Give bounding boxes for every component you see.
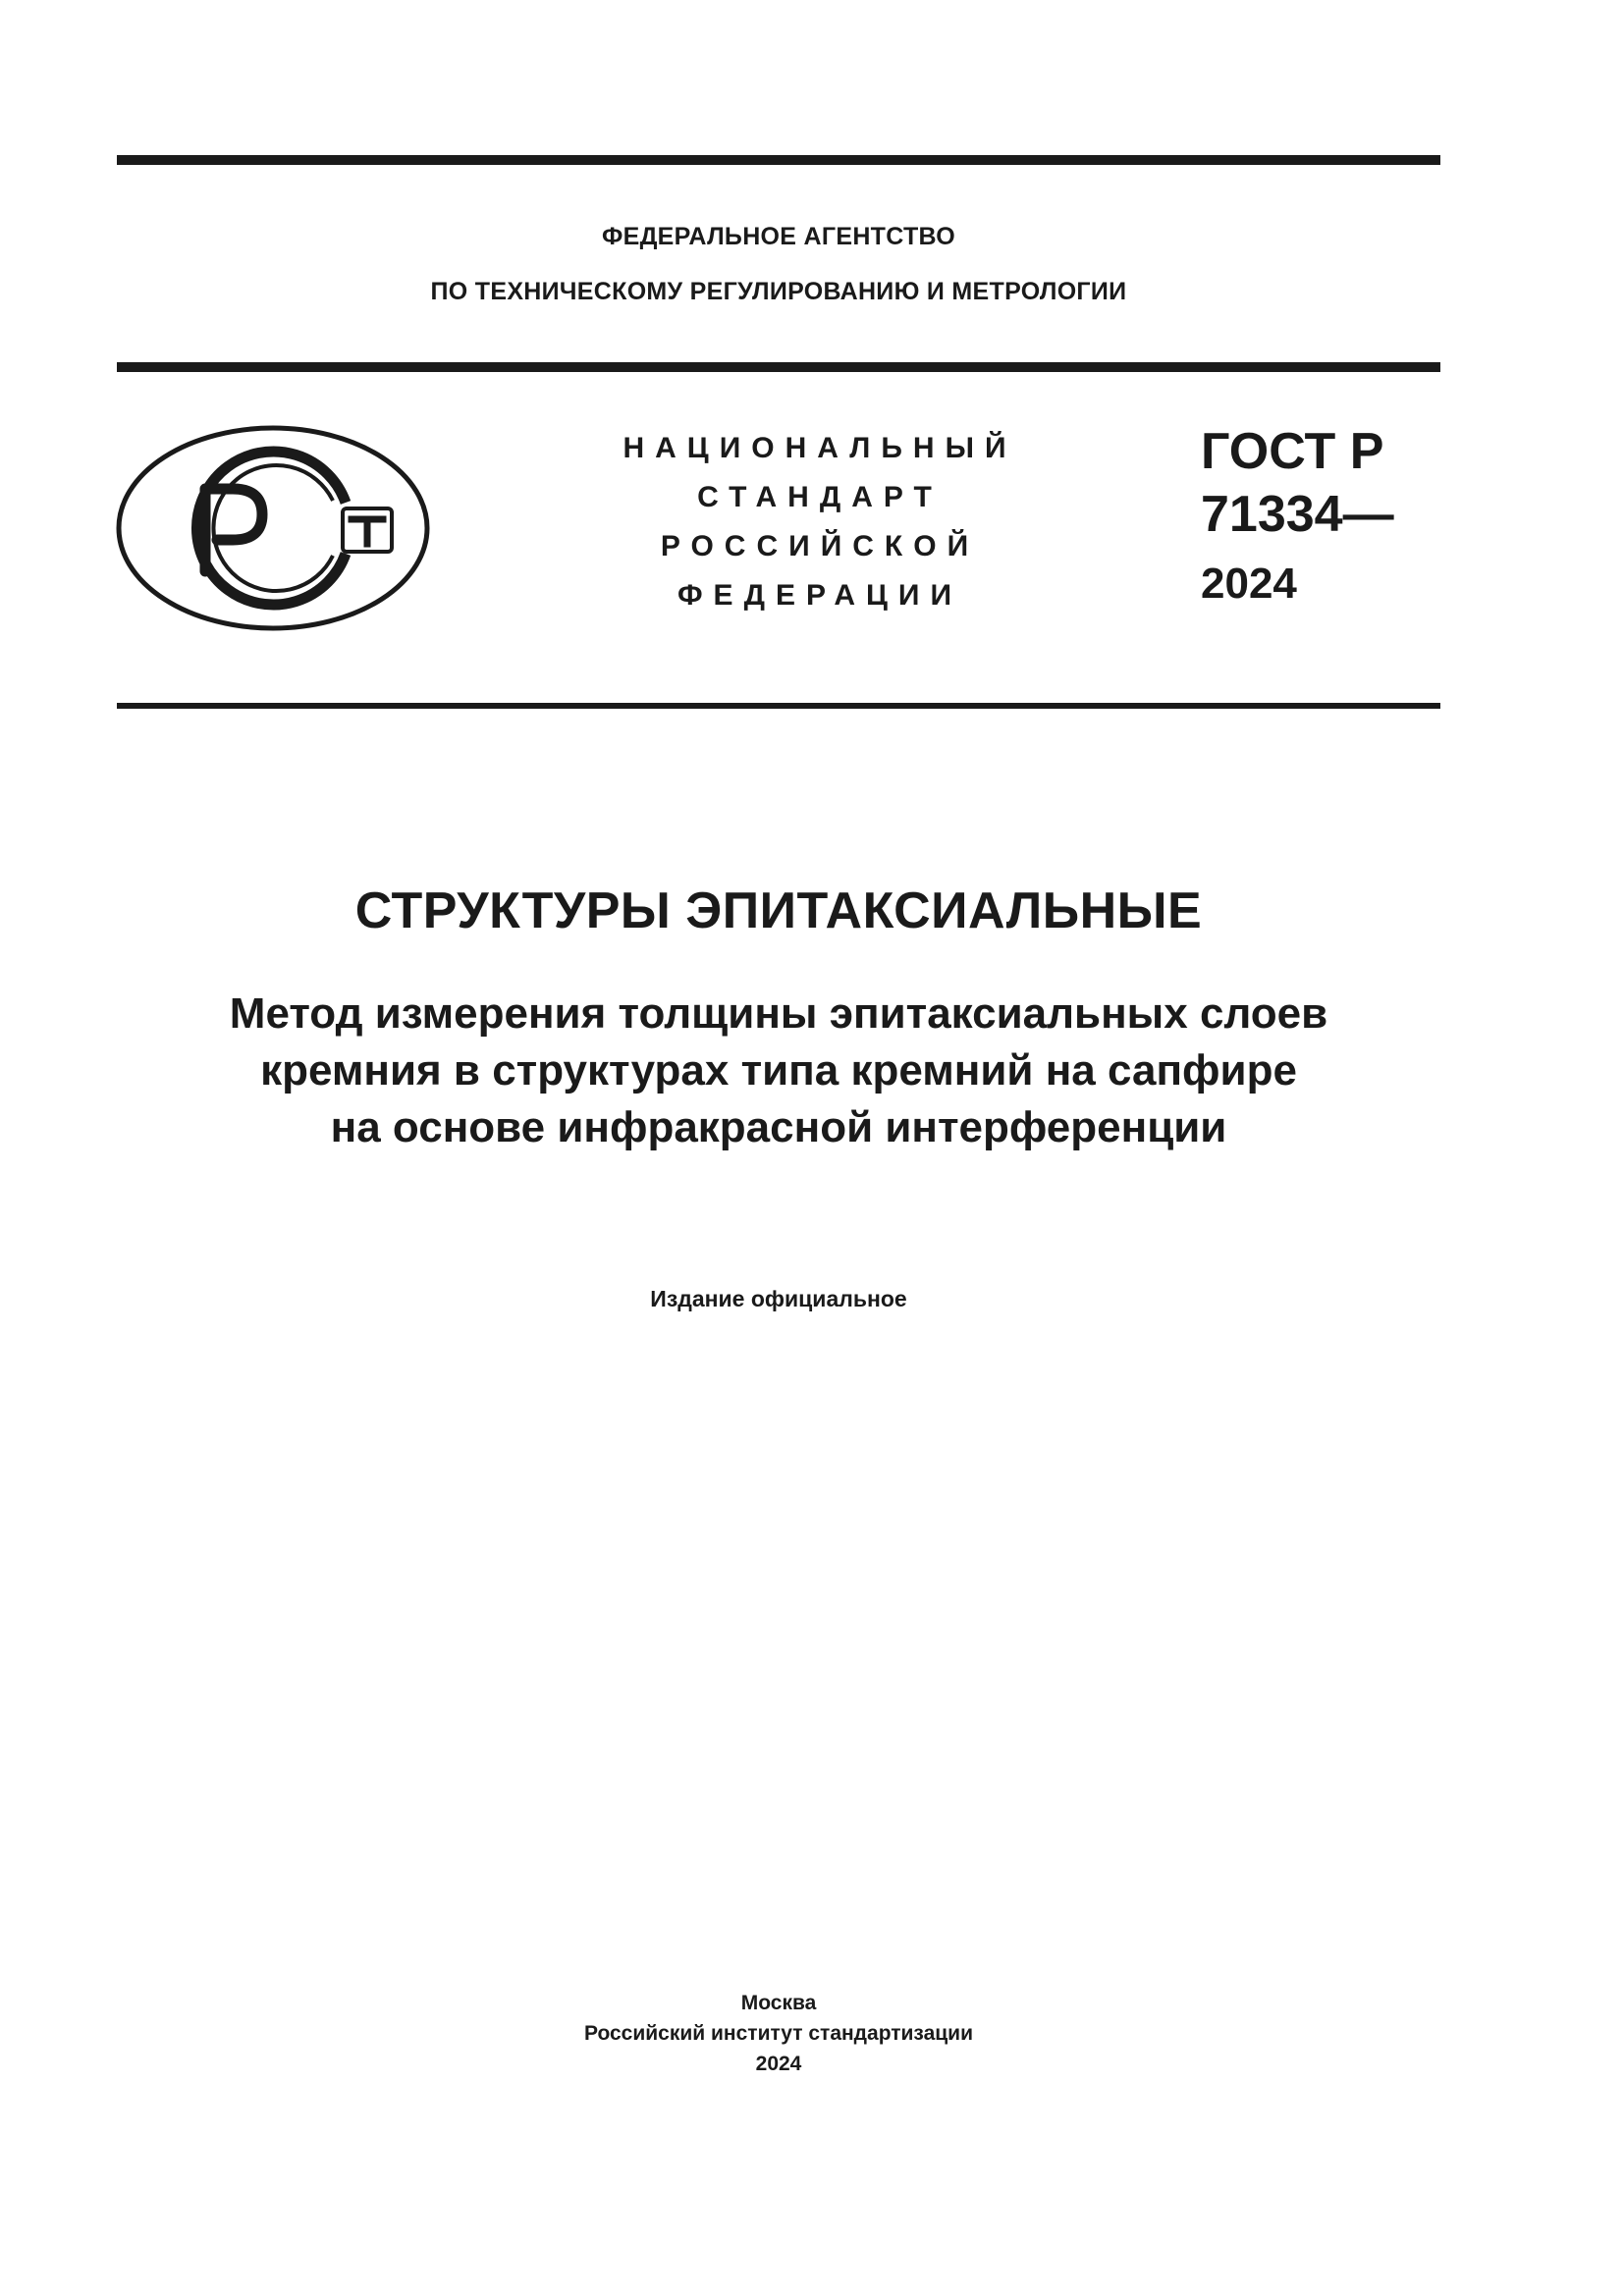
designation-line-2: 71334— [1201,486,1394,543]
document-subtitle [0,986,1557,1156]
designation-year: 2024 [1201,560,1297,608]
subtitle-line-1: Метод измерения толщины эпитаксиальных слоев [229,989,1328,1038]
designation-line-1: ГОСТ Р [1201,423,1384,480]
imprint-city: Москва [740,1992,817,2014]
standard-type-line-1: НАЦИОНАЛЬНЫЙ [623,432,1017,464]
imprint [0,1988,1557,2079]
agency-line-1: ФЕДЕРАЛЬНОЕ АГЕНТСТВО [601,223,956,250]
standard-type-line-4: ФЕДЕРАЦИИ [677,579,963,612]
agency-line-2: ПО ТЕХНИЧЕСКОМУ РЕГУЛИРОВАНИЮ И МЕТРОЛОГИИ [430,278,1127,305]
document-title: СТРУКТУРЫ ЭПИТАКСИАЛЬНЫЕ [354,882,1203,939]
subtitle-line-2: кремния в структурах типа кремний на сапфире [260,1046,1297,1095]
imprint-publisher: Российский институт стандартизации [583,2022,974,2045]
middle-rule [117,362,1440,372]
standard-type-line-2: СТАНДАРТ [697,481,943,513]
bottom-rule [117,703,1440,709]
standard-type [589,424,1051,620]
top-rule [117,155,1440,165]
standard-type-line-3: РОССИЙСКОЙ [660,530,980,562]
subtitle-line-3: на основе инфракрасной интерференции [330,1103,1227,1151]
imprint-year: 2024 [755,2053,802,2075]
rst-logo-icon [115,424,431,632]
standard-designation [1201,420,1394,546]
edition-label: Издание официальное [650,1286,907,1311]
